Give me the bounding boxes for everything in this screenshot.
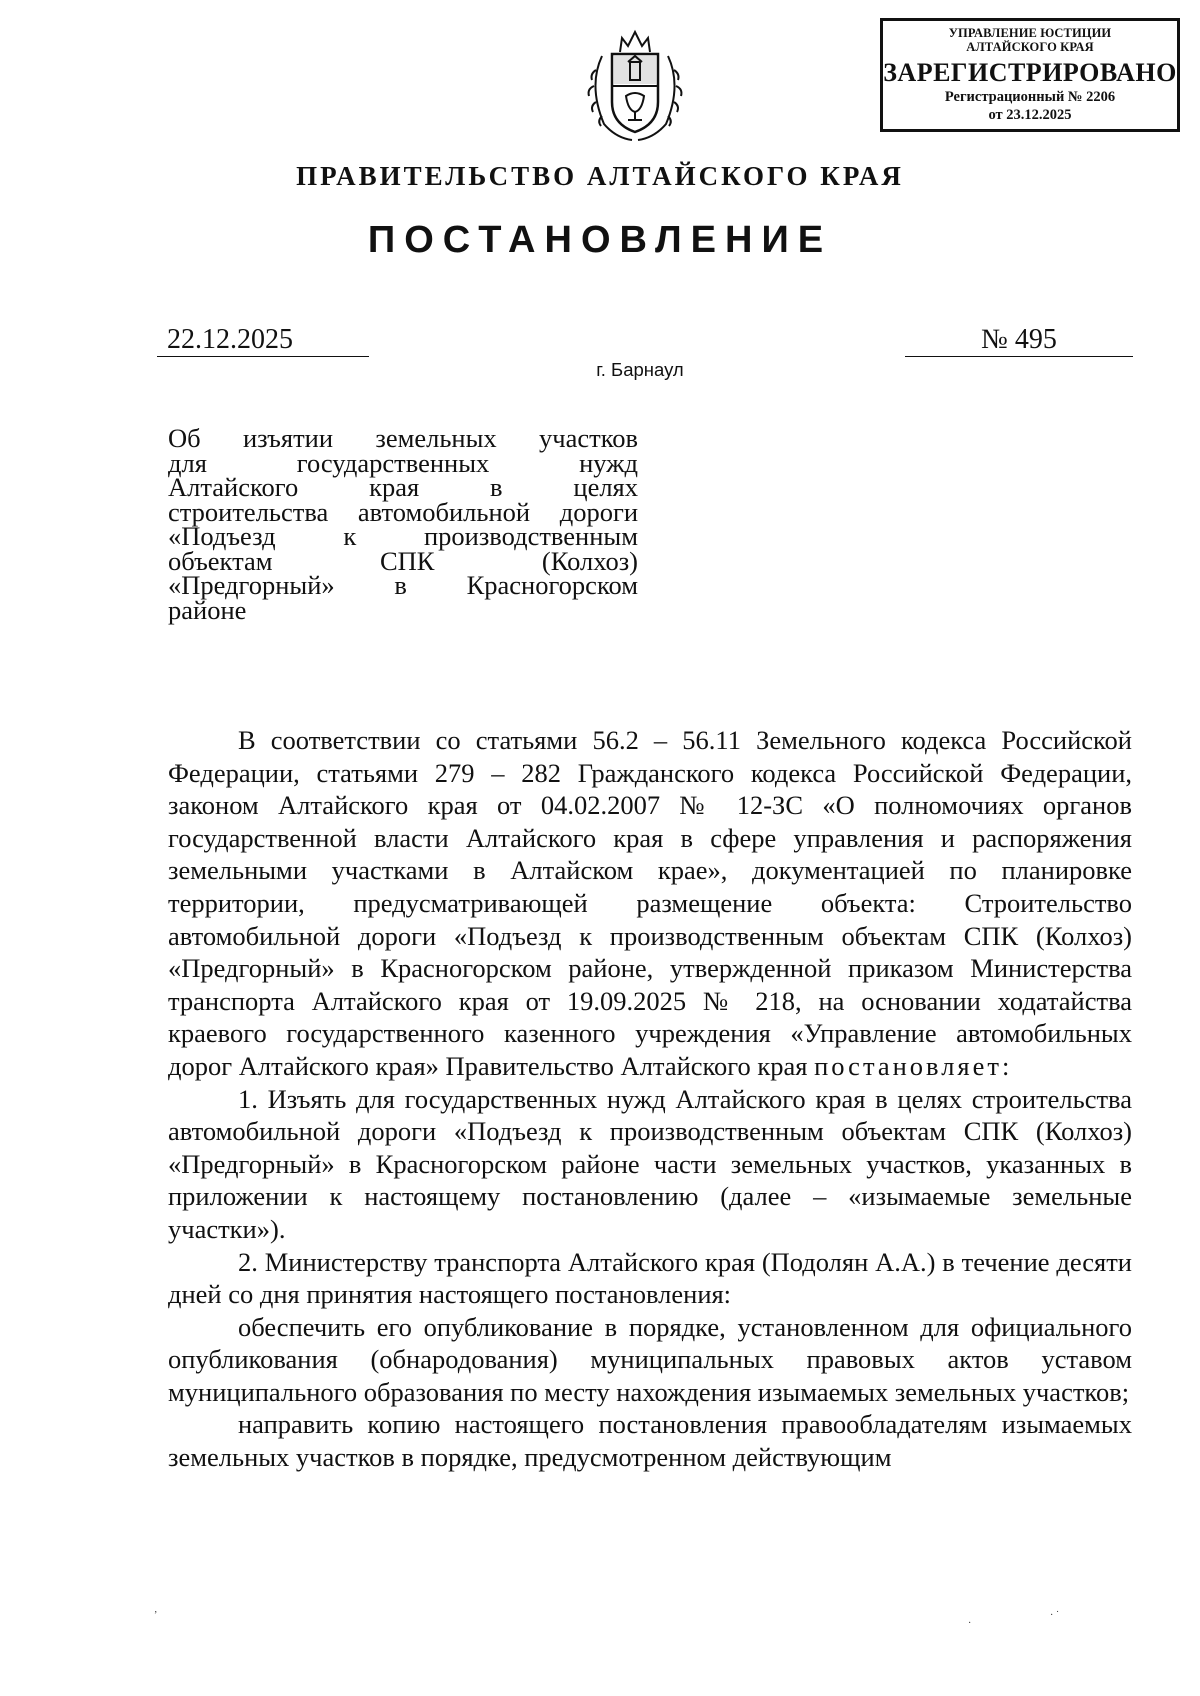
coat-of-arms-emblem bbox=[582, 26, 688, 146]
subject-line: «Предгорный» в Красногорском bbox=[168, 570, 638, 600]
document-type: ПОСТАНОВЛЕНИЕ bbox=[367, 219, 833, 261]
body-item-2b: направить копию настоящего постановления правообладателям изымаемых земельных участков в порядке, предусмотренном действующим bbox=[168, 1409, 1132, 1473]
scan-speck: ʼ bbox=[154, 1610, 158, 1621]
subject-line: для государственных нужд bbox=[168, 447, 638, 478]
body-preamble bbox=[168, 724, 1132, 1083]
scan-speck: · bbox=[968, 1618, 972, 1629]
decree-word: постановляет: bbox=[814, 1050, 1013, 1081]
government-title: ПРАВИТЕЛЬСТВО АЛТАЙСКОГО КРАЯ bbox=[296, 161, 904, 191]
stamp-status: ЗАРЕГИСТРИРОВАНО bbox=[883, 58, 1177, 87]
document-date: 22.12.2025 bbox=[157, 324, 369, 357]
body-item-2a: обеспечить его опубликование в порядке, установленном для официального опубликования (обнародования) муниципальных правовых актов уставом муниципального образования по месту нахождения изымаемых земельных участков; bbox=[168, 1311, 1132, 1407]
stamp-department-line2: АЛТАЙСКОГО КРАЯ bbox=[966, 40, 1094, 54]
body-item-2: 2. Министерству транспорта Алтайского края (Подолян А.А.) в течение десяти дней со дня принятия настоящего постановления: bbox=[168, 1246, 1132, 1310]
subject-line: объектам СПК (Колхоз) bbox=[168, 545, 638, 576]
preamble-text: В соответствии со статьями 56.2 – 56.11 Земельного кодекса Российской Федерации, статьями 279 – 282 Гражданского кодекса Российской Федерации, законом Алтайского края от 04.02.2007 № 12-ЗС «О полномочиях органов государственной власти Алтайского края в сфере управления и распоряжения земельными участками в Алтайском крае», документацией по планировке территории, предусматривающей размещение объекта: Строительство автомобильной дороги «Подъезд к производственным объектам СПК (Колхоз) «Предгорный» в Красногорском районе, утвержденной приказом Министерства транспорта Алтайского края от 19.09.2025 № 218, на основании ходатайства краевого государственного казенного учреждения «Управление автомобильных дорог Алтайского края» Правительство Алтайского края bbox=[168, 725, 1132, 1081]
stamp-department bbox=[883, 26, 1177, 54]
document-number: № 495 bbox=[905, 324, 1133, 357]
subject-line: строительства автомобильной дороги bbox=[168, 496, 638, 527]
document-body bbox=[168, 724, 1132, 1474]
subject-line: районе bbox=[168, 594, 247, 625]
subject-line: «Подъезд к производственным bbox=[168, 521, 638, 551]
body-item-1: 1. Изъять для государственных нужд Алтайского края в целях строительства автомобильной дороги «Подъезд к производственным объектам СПК (Колхоз) «Предгорный» в Красногорском районе части земельных участков, указанных в приложении к настоящему постановлению (далее – «изымаемые земельные участки»). bbox=[168, 1083, 1132, 1244]
stamp-department-line1: УПРАВЛЕНИЕ ЮСТИЦИИ bbox=[948, 26, 1112, 40]
document-city: г. Барнаул bbox=[596, 359, 684, 380]
document-subject bbox=[168, 423, 638, 625]
stamp-registration-number: Регистрационный № 2206 bbox=[944, 89, 1116, 105]
scan-speck: · ˙ bbox=[1050, 1610, 1060, 1621]
stamp-date: от 23.12.2025 bbox=[988, 107, 1072, 123]
subject-line: Алтайского края в целях bbox=[168, 472, 638, 502]
subject-line: Об изъятии земельных участков bbox=[168, 423, 638, 453]
registration-stamp bbox=[880, 18, 1180, 132]
